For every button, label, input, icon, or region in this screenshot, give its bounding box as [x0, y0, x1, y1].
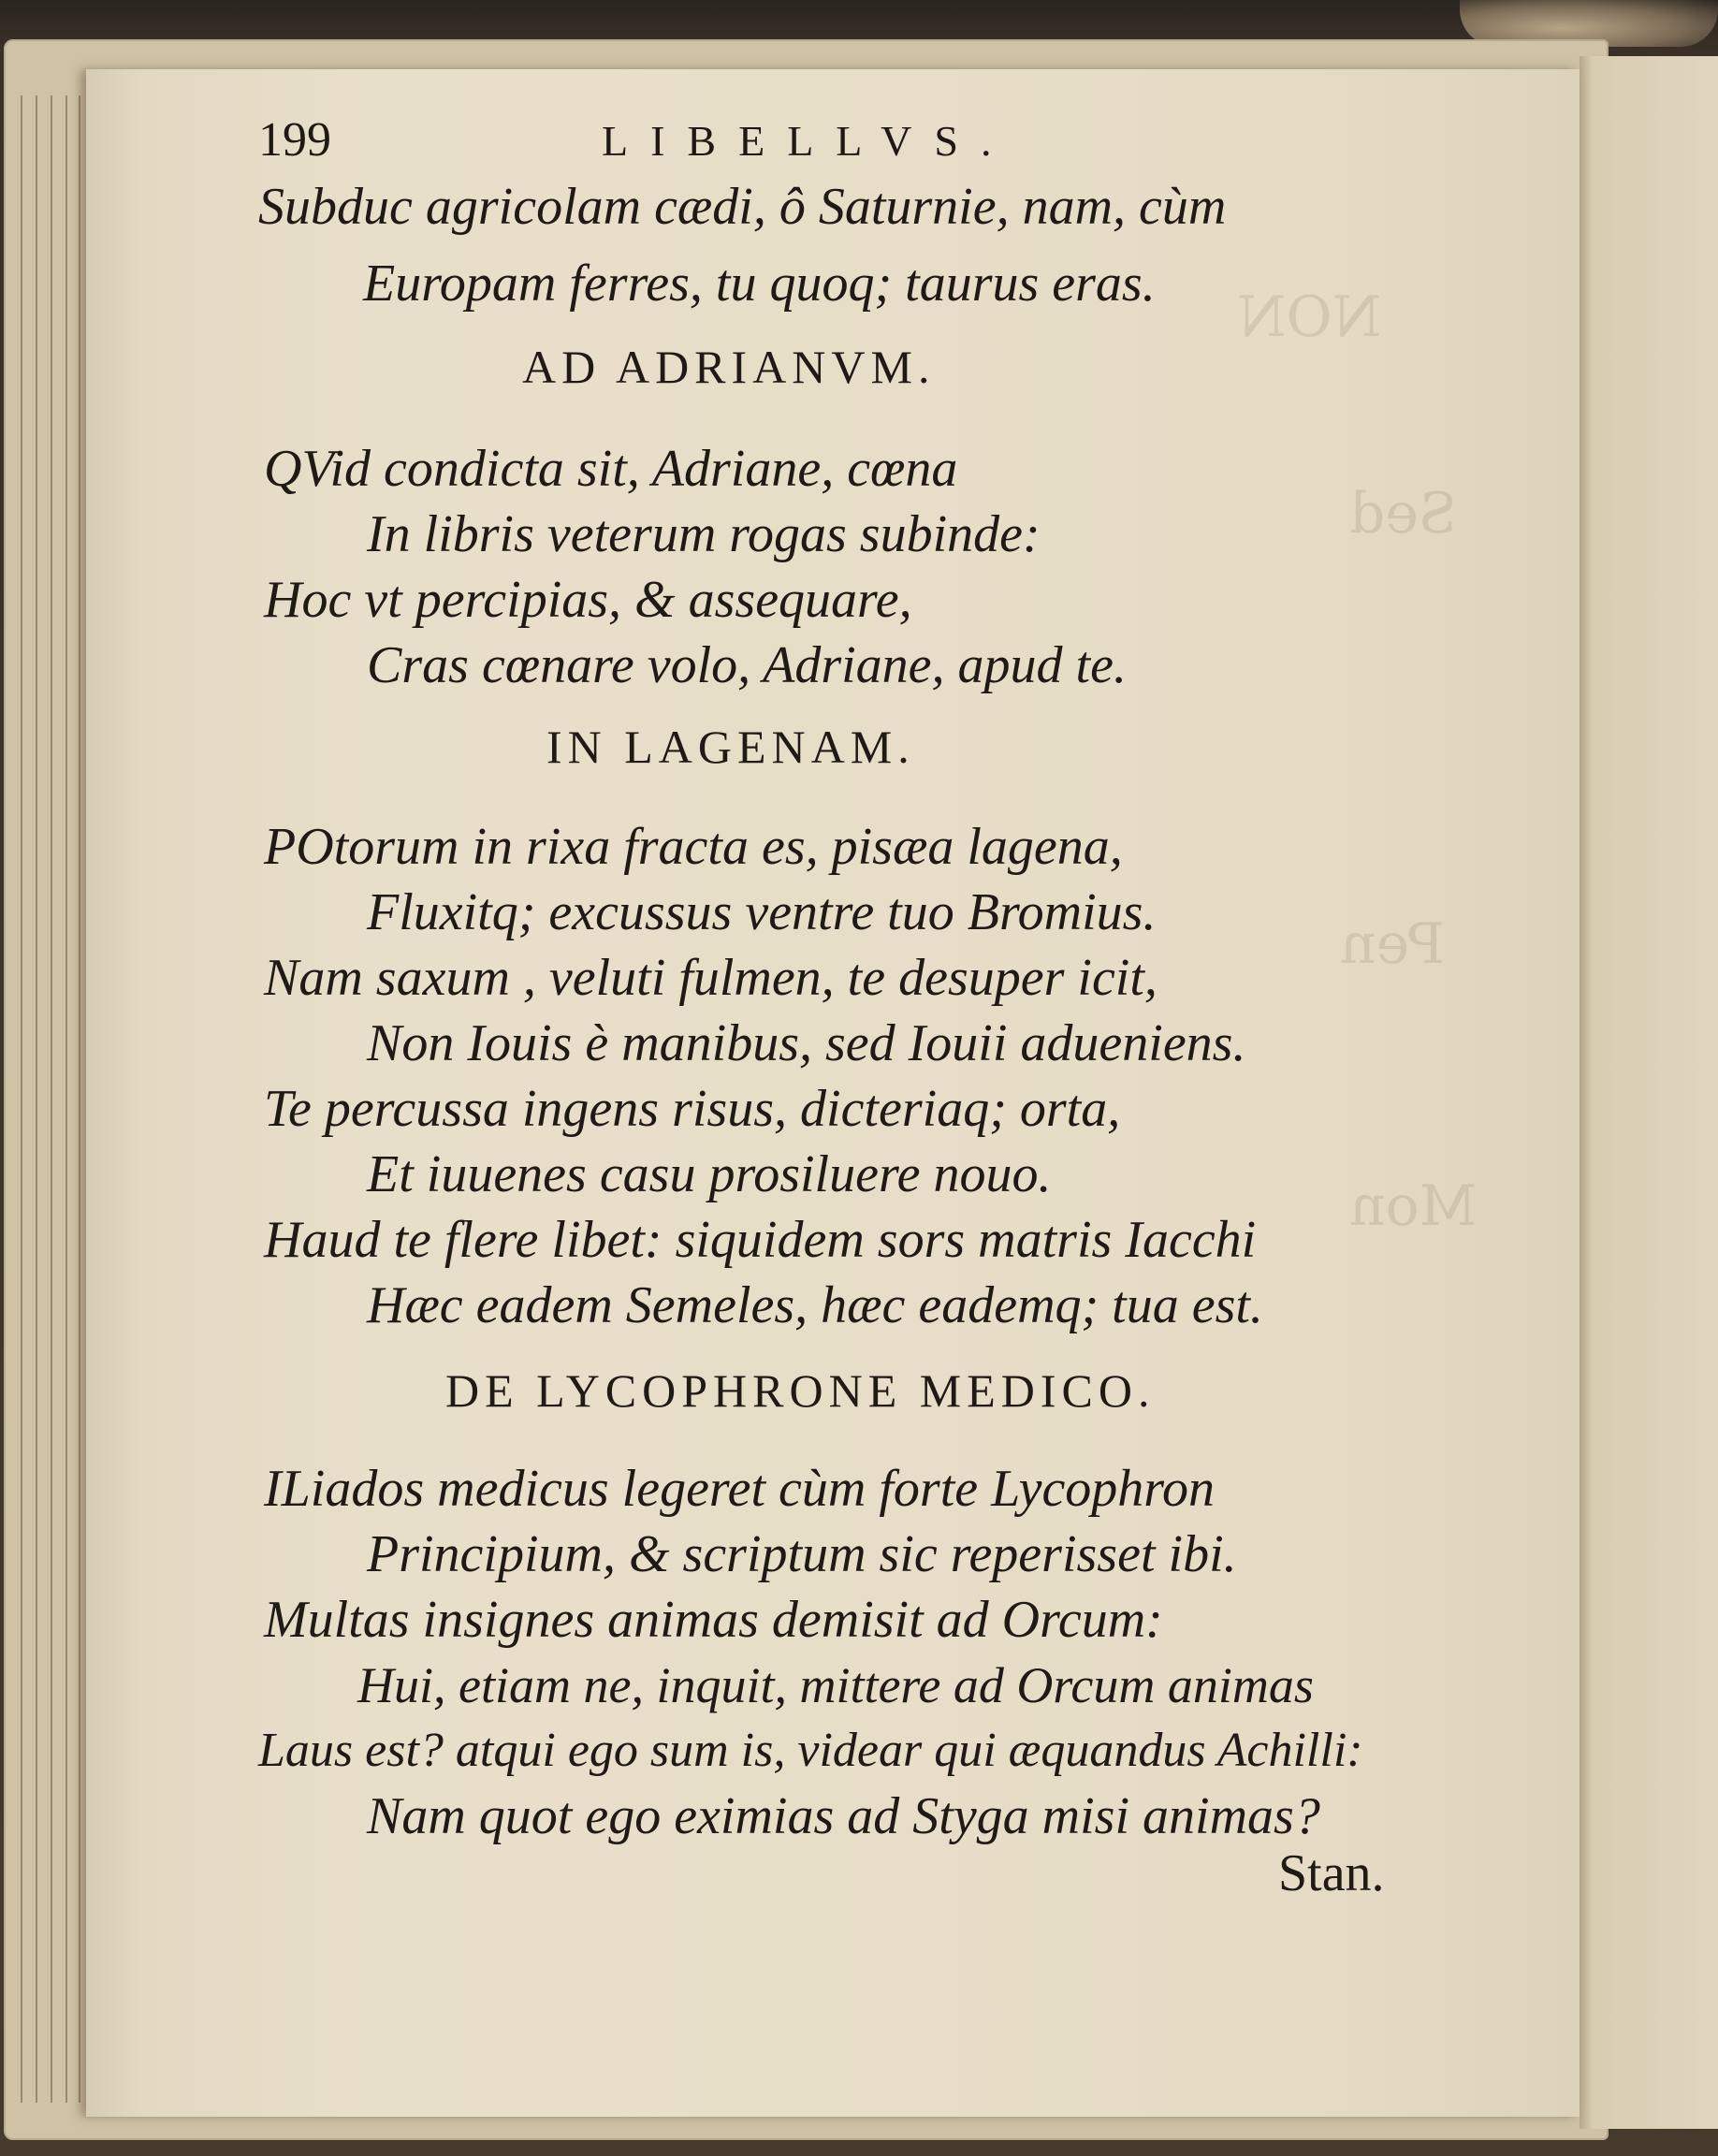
- page-number: 199: [258, 113, 331, 167]
- bleed-through: Pen: [1340, 911, 1445, 977]
- poem-title: AD ADRIANVM.: [522, 341, 936, 393]
- verse-line: Principium, & scriptum sic reperisset ibi.: [367, 1525, 1237, 1583]
- verse-line: Hoc vt percipias, & assequare,: [264, 571, 912, 629]
- verse-line: Nam quot ego eximias ad Styga misi animas?: [367, 1787, 1320, 1845]
- page-edge-line: [66, 95, 67, 2103]
- bleed-through: ΝΟΝ: [1237, 284, 1382, 350]
- verse-line: QVid condicta sit, Adriane, cœna: [264, 440, 958, 498]
- verse-line: Nam saxum , veluti fulmen, te desuper icit,: [264, 949, 1157, 1007]
- page-edge-line: [51, 95, 52, 2103]
- verse-line: Et iuuenes casu prosiluere nouo.: [367, 1145, 1052, 1203]
- verse-line: POtorum in rixa fracta es, pisæa lagena,: [264, 818, 1123, 876]
- verse-line: Cras cœnare volo, Adriane, apud te.: [367, 636, 1127, 694]
- bleed-through: Sed: [1349, 481, 1458, 546]
- signature: Stan.: [1278, 1844, 1385, 1902]
- verse-line: Non Iouis è manibus, sed Iouii adueniens.: [367, 1014, 1246, 1072]
- verse-line: ILiados medicus legeret cùm forte Lycophron: [264, 1460, 1216, 1518]
- verse-line: Haud te flere libet: siquidem sors matris Iacchi: [264, 1211, 1257, 1269]
- page-edge-line: [36, 95, 37, 2103]
- facing-page-edge: [1580, 56, 1718, 2129]
- verse-line: Hui, etiam ne, inquit, mittere ad Orcum animas: [357, 1657, 1314, 1713]
- verse-line: Hæc eadem Semeles, hæc eademq; tua est.: [367, 1276, 1263, 1334]
- page-edge-line: [79, 95, 80, 2103]
- page-edge-line: [21, 95, 22, 2103]
- verse-line: Subduc agricolam cædi, ô Saturnie, nam, cùm: [258, 178, 1227, 236]
- poem-title: DE LYCOPHRONE MEDICO.: [445, 1364, 1156, 1417]
- running-header: [258, 112, 1119, 178]
- verse-line: Te percussa ingens risus, dicteriaq; orta,: [264, 1080, 1121, 1138]
- verse-line: Multas insignes animas demisit ad Orcum:: [264, 1591, 1163, 1649]
- verse-line: Europam ferres, tu quoq; taurus eras.: [363, 255, 1156, 313]
- verse-line: Fluxitq; excussus ventre tuo Bromius.: [367, 883, 1157, 941]
- verse-line: In libris veterum rogas subinde:: [367, 505, 1041, 563]
- running-title: LIBELLVS.: [602, 117, 1014, 165]
- verse-line: Laus est? atqui ego sum is, videar qui æquandus Achilli:: [258, 1724, 1363, 1777]
- bleed-through: Mon: [1349, 1173, 1478, 1239]
- poem-title: IN LAGENAM.: [546, 721, 915, 773]
